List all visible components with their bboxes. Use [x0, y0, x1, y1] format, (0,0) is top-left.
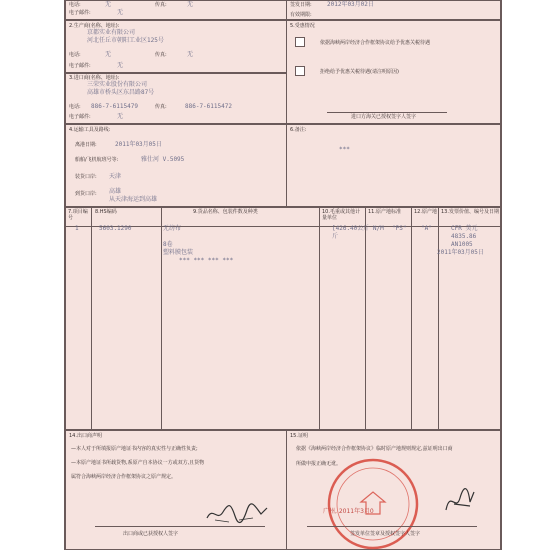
depart-label: 离港日期:	[75, 142, 97, 148]
tel-label: 电话:	[69, 2, 81, 8]
producer-fax-value: 无	[187, 51, 194, 58]
importer-address: 高雄市桥头区东昌路87号	[87, 89, 155, 96]
fax-value: 无	[187, 1, 194, 8]
producer-name: 京都实业有限公司	[87, 29, 136, 36]
producer-address: 河北任丘市朝阳工业区125号	[87, 37, 164, 44]
preference-option-1: 依据海峡两岸经济合作框架协议给予优惠关税待遇	[320, 40, 431, 46]
preference-heading: 5.受惠情况	[290, 23, 315, 29]
row-desc-2: 8卷	[163, 241, 173, 248]
issue-date-value: 2012年03月02日	[327, 1, 374, 8]
declaration-line-2: —本原产地证书所载货物,系原产自本协议一方或双方,且货物	[71, 460, 205, 466]
exporter-signature-note: 出口商或已获授权人签字	[123, 531, 179, 537]
load-label: 装货口岸:	[75, 174, 97, 180]
fax-label: 传真:	[155, 2, 167, 8]
preference-signature-note: 进口方海关已授权签字人签字	[351, 114, 417, 120]
producer-tel-value: 无	[105, 51, 112, 58]
importer-heading: 3.进口商(名称、地址):	[69, 75, 120, 81]
remarks-value: ***	[339, 146, 350, 153]
row-weight: [426.40公斤 N/M	[332, 225, 384, 232]
refuse-checkbox[interactable]	[295, 66, 305, 76]
row-hs-code: 5603.1290	[99, 225, 132, 232]
col-origin: 12.原产地	[414, 209, 437, 215]
exporter-signature	[205, 500, 269, 528]
producer-heading: 2.生产商(名称、地址):	[69, 23, 120, 29]
row-invoice-1: CFR 美元	[451, 225, 478, 232]
preferential-checkbox[interactable]	[295, 37, 305, 47]
producer-email-value: 无	[117, 62, 124, 69]
certificate-page	[64, 0, 502, 550]
col-weight: 10.毛重或其他计量单位	[322, 209, 360, 221]
importer-tel-label: 电话:	[69, 104, 81, 110]
row-item-no: 1	[75, 225, 79, 232]
declaration-heading: 14.出口商声明	[69, 433, 102, 439]
declaration-line-1: —本人对于所填报原产地证书内容的真实性与正确性负责;	[71, 446, 198, 452]
row-invoice-3: AN1005	[451, 241, 473, 248]
top-strip	[65, 0, 501, 20]
col-hs-code: 8.HS编码	[95, 209, 117, 215]
certification-line-1: 依据《海峡两岸经济合作框架协议》临时原产地规则规定,兹证明出口商	[296, 446, 453, 452]
declaration-line-3: 属符合海峡两岸经济合作框架协议之原产规定。	[71, 474, 177, 480]
producer-email-label: 电子邮件:	[69, 63, 91, 69]
email-value: 无	[117, 9, 124, 16]
importer-fax-label: 传真:	[155, 104, 167, 110]
depart-value: 2011年03月05日	[115, 141, 162, 148]
importer-name: 三荣实业股份有限公司	[87, 81, 148, 88]
preference-option-2: 拒绝给予优惠关税待遇(请注明原因)	[320, 69, 399, 75]
tel-value: 无	[105, 1, 112, 8]
certification-place: 广州, 2011年3月0	[323, 508, 374, 515]
route-value: 从天津海运到高雄	[109, 196, 158, 203]
importer-tel-value: 886-7-6115479	[91, 103, 138, 110]
vessel-label: 船舶/飞机航班号等:	[75, 157, 119, 163]
certification-heading: 15.证明	[290, 433, 308, 439]
issuer-signature	[440, 480, 480, 520]
col-item-no: 7.项目编号	[68, 209, 88, 221]
col-criterion: 11.原产地标准	[368, 209, 401, 215]
producer-fax-label: 传真:	[155, 52, 167, 58]
load-value: 天津	[109, 173, 122, 180]
producer-tel-label: 电话:	[69, 52, 81, 58]
certification-line-2: 所做申报正确无讹。	[296, 461, 342, 467]
importer-email-label: 电子邮件:	[69, 114, 91, 120]
issuer-signature-note: 签发单位签章及授权签字人签字	[350, 531, 421, 537]
row-desc-3: 塑料膜包装	[163, 249, 194, 256]
col-invoice: 13.发票价值、编号及日期	[441, 209, 499, 215]
remarks-heading: 6.备注:	[290, 127, 307, 133]
col-description: 9.货品名称、包装件数及种类	[193, 209, 258, 215]
remarks-box	[286, 124, 501, 207]
row-origin: "A"	[421, 225, 432, 232]
row-criterion: "PS"	[392, 225, 407, 232]
transport-box	[65, 124, 287, 207]
importer-fax-value: 886-7-6115472	[185, 103, 232, 110]
email-label: 电子邮件:	[69, 10, 91, 16]
transport-heading: 4.运输工具及路线:	[69, 127, 111, 133]
row-desc-4: *** *** *** ***	[179, 257, 234, 264]
row-invoice-4: 2011年03月05日	[437, 249, 484, 256]
valid-label: 有效期限:	[290, 12, 312, 18]
row-weight-unit: 斤	[332, 233, 339, 240]
vessel-value: 雅仕河 V.5095	[141, 156, 185, 163]
importer-email-value: 无	[117, 113, 124, 120]
unload-label: 到货口岸:	[75, 191, 97, 197]
row-desc-1: 无纺布	[163, 225, 182, 232]
goods-table	[65, 207, 501, 430]
issue-date-label: 签发日期:	[290, 2, 312, 8]
row-invoice-2: 4835.86	[451, 233, 477, 240]
unload-value: 高雄	[109, 188, 122, 195]
